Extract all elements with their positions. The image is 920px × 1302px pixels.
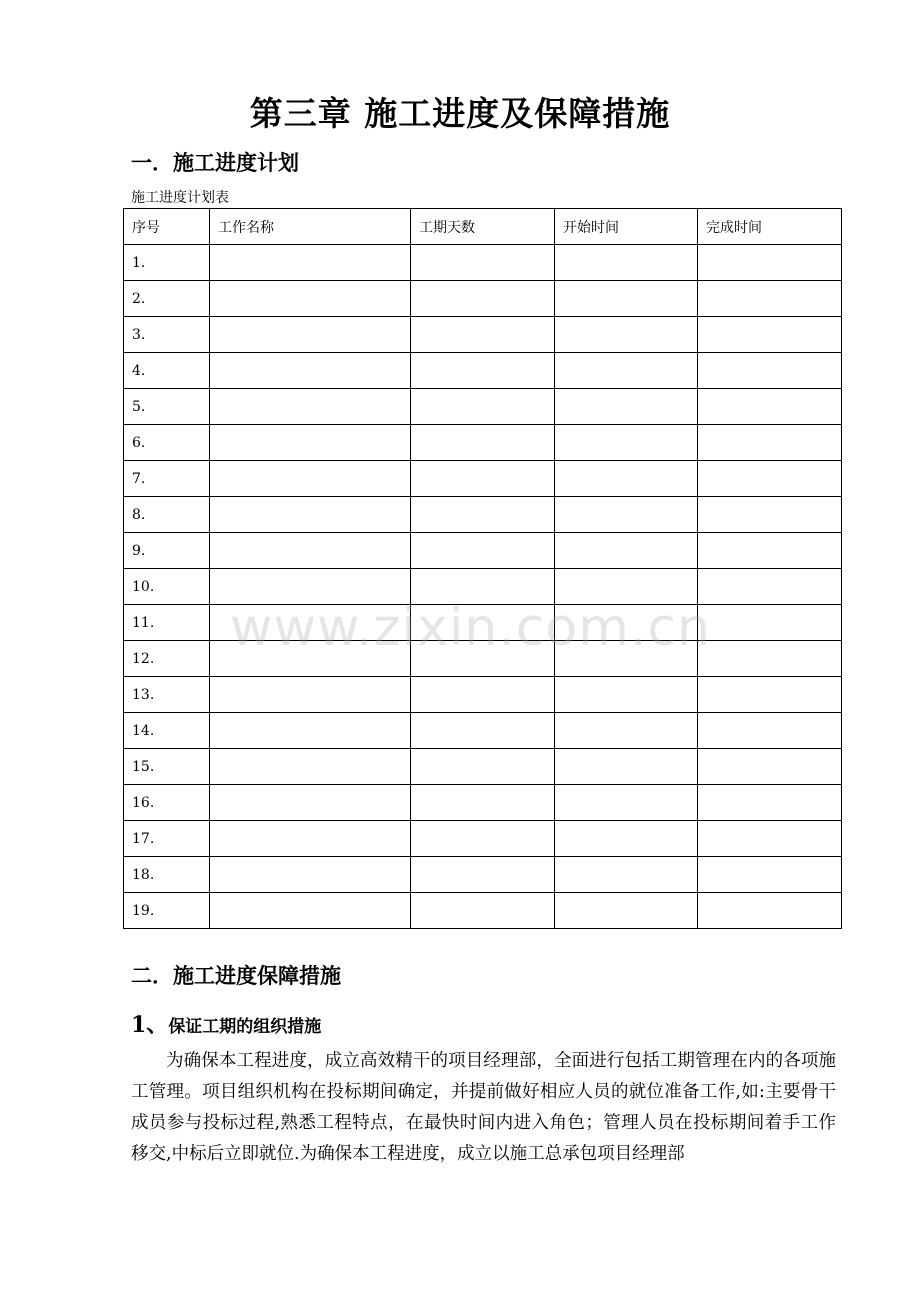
cell-start-time	[555, 461, 698, 497]
cell-task-name	[210, 317, 411, 353]
cell-start-time	[555, 281, 698, 317]
table-row	[124, 497, 842, 533]
cell-duration	[411, 461, 555, 497]
cell-end-time	[698, 749, 842, 785]
cell-duration	[411, 857, 555, 893]
cell-end-time	[698, 317, 842, 353]
cell-duration	[411, 389, 555, 425]
table-row	[124, 389, 842, 425]
cell-start-time	[555, 857, 698, 893]
section-title: 施工进度保障措施	[173, 964, 341, 988]
table-row	[124, 317, 842, 353]
cell-index: 12.	[124, 641, 210, 677]
table-row	[124, 569, 842, 605]
header-cell-duration: 工期天数	[411, 209, 555, 245]
cell-duration	[411, 821, 555, 857]
cell-duration	[411, 569, 555, 605]
table-row	[124, 677, 842, 713]
cell-task-name	[210, 389, 411, 425]
table-row	[124, 353, 842, 389]
cell-index: 8.	[124, 497, 210, 533]
cell-end-time	[698, 425, 842, 461]
cell-index: 1.	[124, 245, 210, 281]
cell-start-time	[555, 533, 698, 569]
cell-duration	[411, 641, 555, 677]
cell-task-name	[210, 281, 411, 317]
table-row	[124, 893, 842, 929]
cell-index: 4.	[124, 353, 210, 389]
cell-start-time	[555, 677, 698, 713]
cell-task-name	[210, 749, 411, 785]
cell-task-name	[210, 569, 411, 605]
cell-index: 7.	[124, 461, 210, 497]
section-heading-measures	[131, 960, 341, 990]
cell-start-time	[555, 749, 698, 785]
cell-start-time	[555, 317, 698, 353]
cell-start-time	[555, 245, 698, 281]
cell-start-time	[555, 497, 698, 533]
subsection-title: 保证工期的组织措施	[168, 1017, 322, 1037]
cell-end-time	[698, 893, 842, 929]
schedule-table-body	[124, 209, 842, 929]
cell-task-name	[210, 425, 411, 461]
cell-end-time	[698, 641, 842, 677]
cell-task-name	[210, 713, 411, 749]
cell-start-time	[555, 713, 698, 749]
cell-index: 13.	[124, 677, 210, 713]
cell-duration	[411, 785, 555, 821]
cell-duration	[411, 677, 555, 713]
cell-task-name	[210, 677, 411, 713]
cell-start-time	[555, 353, 698, 389]
cell-task-name	[210, 605, 411, 641]
cell-end-time	[698, 821, 842, 857]
cell-start-time	[555, 641, 698, 677]
cell-start-time	[555, 569, 698, 605]
cell-end-time	[698, 785, 842, 821]
header-cell-end-time: 完成时间	[698, 209, 842, 245]
table-row	[124, 713, 842, 749]
cell-index: 16.	[124, 785, 210, 821]
table-row	[124, 425, 842, 461]
cell-duration	[411, 425, 555, 461]
cell-index: 3.	[124, 317, 210, 353]
cell-end-time	[698, 389, 842, 425]
cell-index: 17.	[124, 821, 210, 857]
cell-end-time	[698, 605, 842, 641]
cell-end-time	[698, 497, 842, 533]
table-caption: 施工进度计划表	[131, 190, 229, 206]
table-header-row	[124, 209, 842, 245]
cell-task-name	[210, 353, 411, 389]
cell-end-time	[698, 857, 842, 893]
cell-end-time	[698, 533, 842, 569]
cell-duration	[411, 749, 555, 785]
cell-start-time	[555, 425, 698, 461]
cell-task-name	[210, 785, 411, 821]
cell-duration	[411, 281, 555, 317]
cell-duration	[411, 533, 555, 569]
subsection-number: 1、	[131, 1012, 169, 1038]
cell-index: 14.	[124, 713, 210, 749]
cell-start-time	[555, 785, 698, 821]
subsection-heading	[131, 1008, 321, 1039]
cell-index: 6.	[124, 425, 210, 461]
cell-duration	[411, 605, 555, 641]
cell-task-name	[210, 641, 411, 677]
cell-index: 10.	[124, 569, 210, 605]
cell-duration	[411, 497, 555, 533]
cell-task-name	[210, 245, 411, 281]
header-cell-index: 序号	[124, 209, 210, 245]
watermark: www.zixin.com.cn	[230, 598, 711, 658]
cell-index: 11.	[124, 605, 210, 641]
section-number: 二．	[131, 964, 173, 988]
table-row	[124, 857, 842, 893]
cell-start-time	[555, 821, 698, 857]
cell-index: 18.	[124, 857, 210, 893]
cell-end-time	[698, 569, 842, 605]
cell-end-time	[698, 461, 842, 497]
table-row	[124, 749, 842, 785]
cell-end-time	[698, 353, 842, 389]
table-row	[124, 641, 842, 677]
section-title: 施工进度计划	[173, 151, 299, 175]
cell-task-name	[210, 857, 411, 893]
cell-duration	[411, 245, 555, 281]
cell-task-name	[210, 893, 411, 929]
cell-duration	[411, 353, 555, 389]
table-row	[124, 461, 842, 497]
table-row	[124, 533, 842, 569]
cell-index: 5.	[124, 389, 210, 425]
cell-end-time	[698, 677, 842, 713]
cell-task-name	[210, 497, 411, 533]
cell-index: 15.	[124, 749, 210, 785]
page-title: 第三章 施工进度及保障措施	[249, 94, 671, 133]
table-row	[124, 821, 842, 857]
cell-index: 19.	[124, 893, 210, 929]
cell-start-time	[555, 893, 698, 929]
cell-duration	[411, 713, 555, 749]
cell-task-name	[210, 821, 411, 857]
schedule-table	[123, 208, 842, 929]
section-heading-schedule	[131, 147, 299, 177]
cell-start-time	[555, 605, 698, 641]
header-cell-start-time: 开始时间	[555, 209, 698, 245]
cell-index: 2.	[124, 281, 210, 317]
cell-start-time	[555, 389, 698, 425]
cell-duration	[411, 317, 555, 353]
table-row	[124, 281, 842, 317]
cell-end-time	[698, 713, 842, 749]
cell-end-time	[698, 245, 842, 281]
cell-task-name	[210, 461, 411, 497]
table-row	[124, 245, 842, 281]
cell-index: 9.	[124, 533, 210, 569]
cell-task-name	[210, 533, 411, 569]
cell-duration	[411, 893, 555, 929]
cell-end-time	[698, 281, 842, 317]
body-paragraph: 为确保本工程进度，成立高效精干的项目经理部，全面进行包括工期管理在内的各项施工管理。项目组织机构在投标期间确定，并提前做好相应人员的就位准备工作,如:主要骨干成员参与投标过程,熟悉工程特点，在最快时间内进入角色；管理人员在投标期间着手工作移交,中标后立即就位.为确保本工程进度，成立以施工总承包项目经理部	[131, 1051, 836, 1164]
table-row	[124, 785, 842, 821]
table-row	[124, 605, 842, 641]
header-cell-task-name: 工作名称	[210, 209, 411, 245]
section-number: 一．	[131, 151, 173, 175]
